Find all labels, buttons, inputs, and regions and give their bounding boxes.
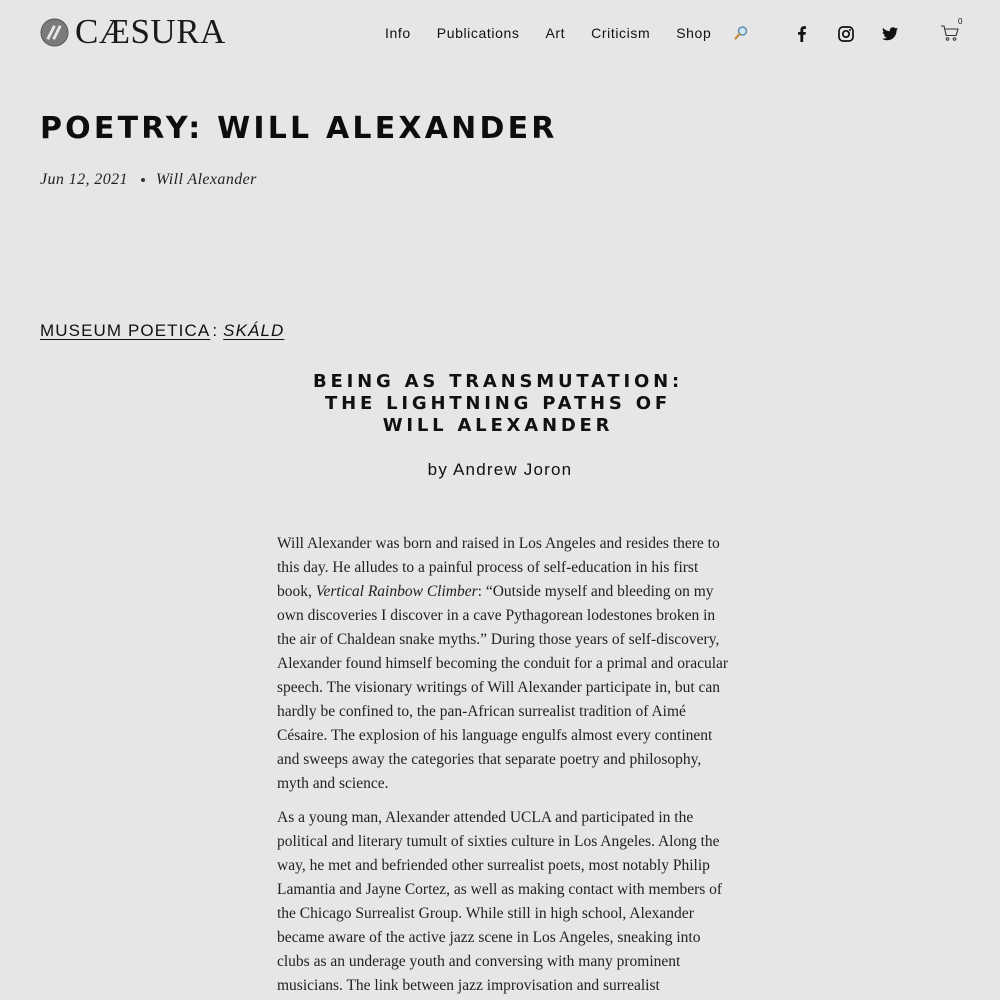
cart-count: 0	[958, 17, 963, 26]
logo-mark-icon	[40, 18, 69, 47]
article-body	[277, 532, 729, 1000]
series-link-skald[interactable]: SKÁLD	[223, 321, 285, 340]
cart-icon	[940, 24, 960, 42]
post-author-link[interactable]: Will Alexander	[155, 171, 257, 188]
instagram-icon	[837, 25, 855, 43]
series-label	[40, 321, 284, 341]
body-text: : “Outside myself and bleeding on my own discoveries I discover in a cave Pythagorean lodestones broken in the air of Chaldean snake myths.” During those years of self-discovery, Alexander found himself becoming the conduit for a primal and oracular speech. The visionary writings of Will Alexander participate in, but can hardly be confined to, the pan-African surrealist tradition of Aimé Césaire. The explosion of his language engulfs almost every continent and sweeps away the categories that separate poetry and philosophy, myth and science.	[277, 583, 729, 792]
social-links	[793, 25, 925, 43]
body-text: Will Alexander was born and raised in Los Angeles and resides there to this day. He alludes to a painful process of self-education in his first book,	[277, 535, 720, 600]
body-paragraph: As a young man, Alexander attended UCLA and participated in the political and literary tumult of sixties culture in Los Angeles. Along the way, he met and befriended other surrealist poets, most notably Philip Lamantia and Jayne Cortez, as well as making contact with members of the Chicago Surrealist Group. While still in high school, Alexander became aware of the active jazz scene in Los Angeles, sneaking into clubs as an underage youth and conversing with many prominent musicians. The link between jazz improvisation and surrealist	[277, 809, 723, 994]
nav-publications[interactable]: Publications	[436, 25, 520, 41]
post-meta	[40, 171, 257, 189]
facebook-icon	[793, 25, 811, 43]
book-title: Vertical Rainbow Climber	[315, 583, 478, 600]
nav-art[interactable]: Art	[545, 25, 566, 41]
twitter-icon	[881, 25, 899, 43]
twitter-link[interactable]	[881, 25, 899, 43]
series-separator: :	[212, 321, 219, 340]
post-date: Jun 12, 2021	[40, 171, 128, 188]
essay-byline: by Andrew Joron	[427, 460, 573, 479]
nav-criticism[interactable]: Criticism	[591, 25, 651, 41]
logo-text: CÆSURA	[75, 12, 226, 51]
essay-title	[0, 371, 996, 437]
body-paragraph	[277, 532, 729, 796]
meta-separator-dot	[141, 178, 145, 182]
nav-info[interactable]: Info	[385, 25, 411, 41]
series-link-museum-poetica[interactable]: MUSEUM POETICA	[40, 321, 211, 340]
main-nav	[385, 24, 749, 42]
search-icon[interactable]	[733, 25, 749, 41]
essay-title-line: THE LIGHTNING PATHS OF	[325, 393, 671, 414]
cart-button[interactable]	[940, 24, 962, 44]
essay-title-line: WILL ALEXANDER	[382, 415, 614, 436]
essay-title-line: BEING AS TRANSMUTATION:	[313, 371, 683, 392]
site-logo[interactable]	[40, 12, 226, 51]
nav-shop[interactable]: Shop	[676, 25, 712, 41]
facebook-link[interactable]	[793, 25, 811, 43]
instagram-link[interactable]	[837, 25, 855, 43]
page-title: POETRY: WILL ALEXANDER	[40, 111, 558, 146]
